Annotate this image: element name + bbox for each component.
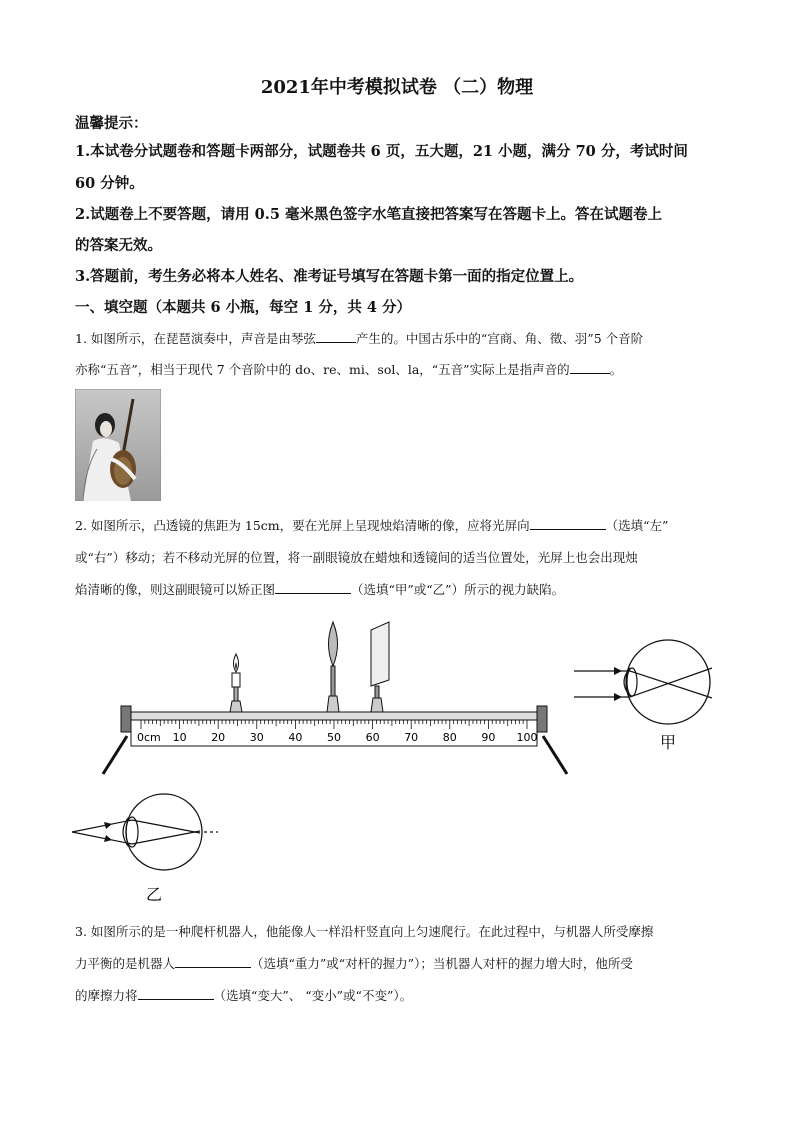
q2-line-3: 焰清晰的像，则这副眼镜可以矫正图 （选填“甲”或“乙”）所示的视力缺陷。	[75, 582, 565, 597]
bench-rail	[131, 712, 537, 720]
bench-left-leg	[103, 736, 127, 774]
section-1-heading: 一、填空题（本题共 6 小瓶，每空 1 分，共 4 分）	[75, 299, 412, 316]
q2-line-1: 2. 如图所示，凸透镜的焦距为 15cm，要在光屏上呈现烛焰清晰的像，应将光屏向 （选填“左”	[75, 518, 669, 533]
eye-diagram-yi	[68, 792, 228, 908]
notice-item-1b: 60 分钟。	[75, 175, 144, 192]
q2-blank-1[interactable]	[530, 516, 606, 530]
notice-item-2b: 的答案无效。	[75, 237, 162, 254]
page-title: 2021年中考模拟试卷 （二）物理	[260, 77, 534, 98]
arrow-yi-bottom	[104, 835, 112, 842]
eyeball-jia	[626, 640, 710, 724]
ruler-label: 20	[211, 731, 226, 744]
ruler-label: 100	[516, 731, 538, 744]
ruler-label: 10	[172, 731, 187, 744]
q1-blank-2[interactable]	[570, 360, 610, 374]
arrow-yi-top	[104, 822, 112, 829]
eye-label-yi: 乙	[146, 885, 163, 904]
bench-right-end	[537, 706, 547, 732]
q1-blank-1[interactable]	[316, 329, 356, 343]
optical-bench-diagram	[95, 618, 575, 778]
eye-label-jia: 甲	[660, 733, 677, 752]
q2-blank-2[interactable]	[275, 580, 351, 594]
q2-line-2: 或“右”）移动；若不移动光屏的位置，将一副眼镜放在蜡烛和透镜间的适当位置处，光屏上也会出现烛	[75, 550, 638, 565]
arrow-jia-top	[614, 667, 622, 675]
arrow-jia-bottom	[614, 693, 622, 701]
bench-left-end	[121, 706, 131, 732]
ruler-label: 50	[327, 731, 341, 744]
ruler-label: 90	[481, 731, 496, 744]
ruler-label: 60	[365, 731, 380, 744]
lens-yi	[126, 817, 138, 847]
q1-line-1: 1. 如图所示，在琵琶演奏中，声音是由琴弦 产生的。中国古乐中的“宫商、角、徵、羽”5 个音阶	[75, 331, 644, 346]
ruler-label: 70	[404, 731, 419, 744]
q3-line-1: 3. 如图所示的是一种爬杆机器人，他能像人一样沿杆竖直向上匀速爬行。在此过程中，与机器人所受摩擦	[75, 924, 654, 939]
notice-heading: 温馨提示：	[75, 115, 148, 132]
q1-line-2: 亦称“五音”，相当于现代 7 个音阶中的 do、re、mi、sol、la，“五音”实际上是指声音的 。	[75, 362, 623, 377]
ruler-label: 40	[288, 731, 303, 744]
q3-blank-2[interactable]	[138, 986, 214, 1000]
eye-diagram-jia	[574, 638, 724, 756]
q3-line-3: 的摩擦力将 （选填“变大”、 “变小”或“不变”）。	[75, 988, 413, 1003]
convex-lens	[327, 622, 339, 712]
pipa-player-photo	[75, 389, 161, 501]
q3-line-2: 力平衡的是机器人 （选填“重力”或“对杆的握力”）；当机器人对杆的握力增大时，他所受	[75, 956, 633, 971]
ruler-label: 30	[249, 731, 264, 744]
light-screen	[371, 622, 389, 712]
notice-item-1a: 1.本试卷分试题卷和答题卡两部分，试题卷共 6 页，五大题，21 小题，满分 70 分，考试时间	[75, 143, 688, 160]
ruler-label: 0cm	[137, 731, 161, 744]
ruler-label: 80	[442, 731, 457, 744]
bench-right-leg	[543, 736, 567, 774]
candle	[230, 654, 242, 712]
q3-blank-1[interactable]	[175, 954, 251, 968]
notice-item-3: 3.答题前，考生务必将本人姓名、准考证号填写在答题卡第一面的指定位置上。	[75, 268, 584, 285]
notice-item-2a: 2.试题卷上不要答题，请用 0.5 毫米黑色签字水笔直接把答案写在答题卡上。答在试题卷上	[75, 206, 662, 223]
